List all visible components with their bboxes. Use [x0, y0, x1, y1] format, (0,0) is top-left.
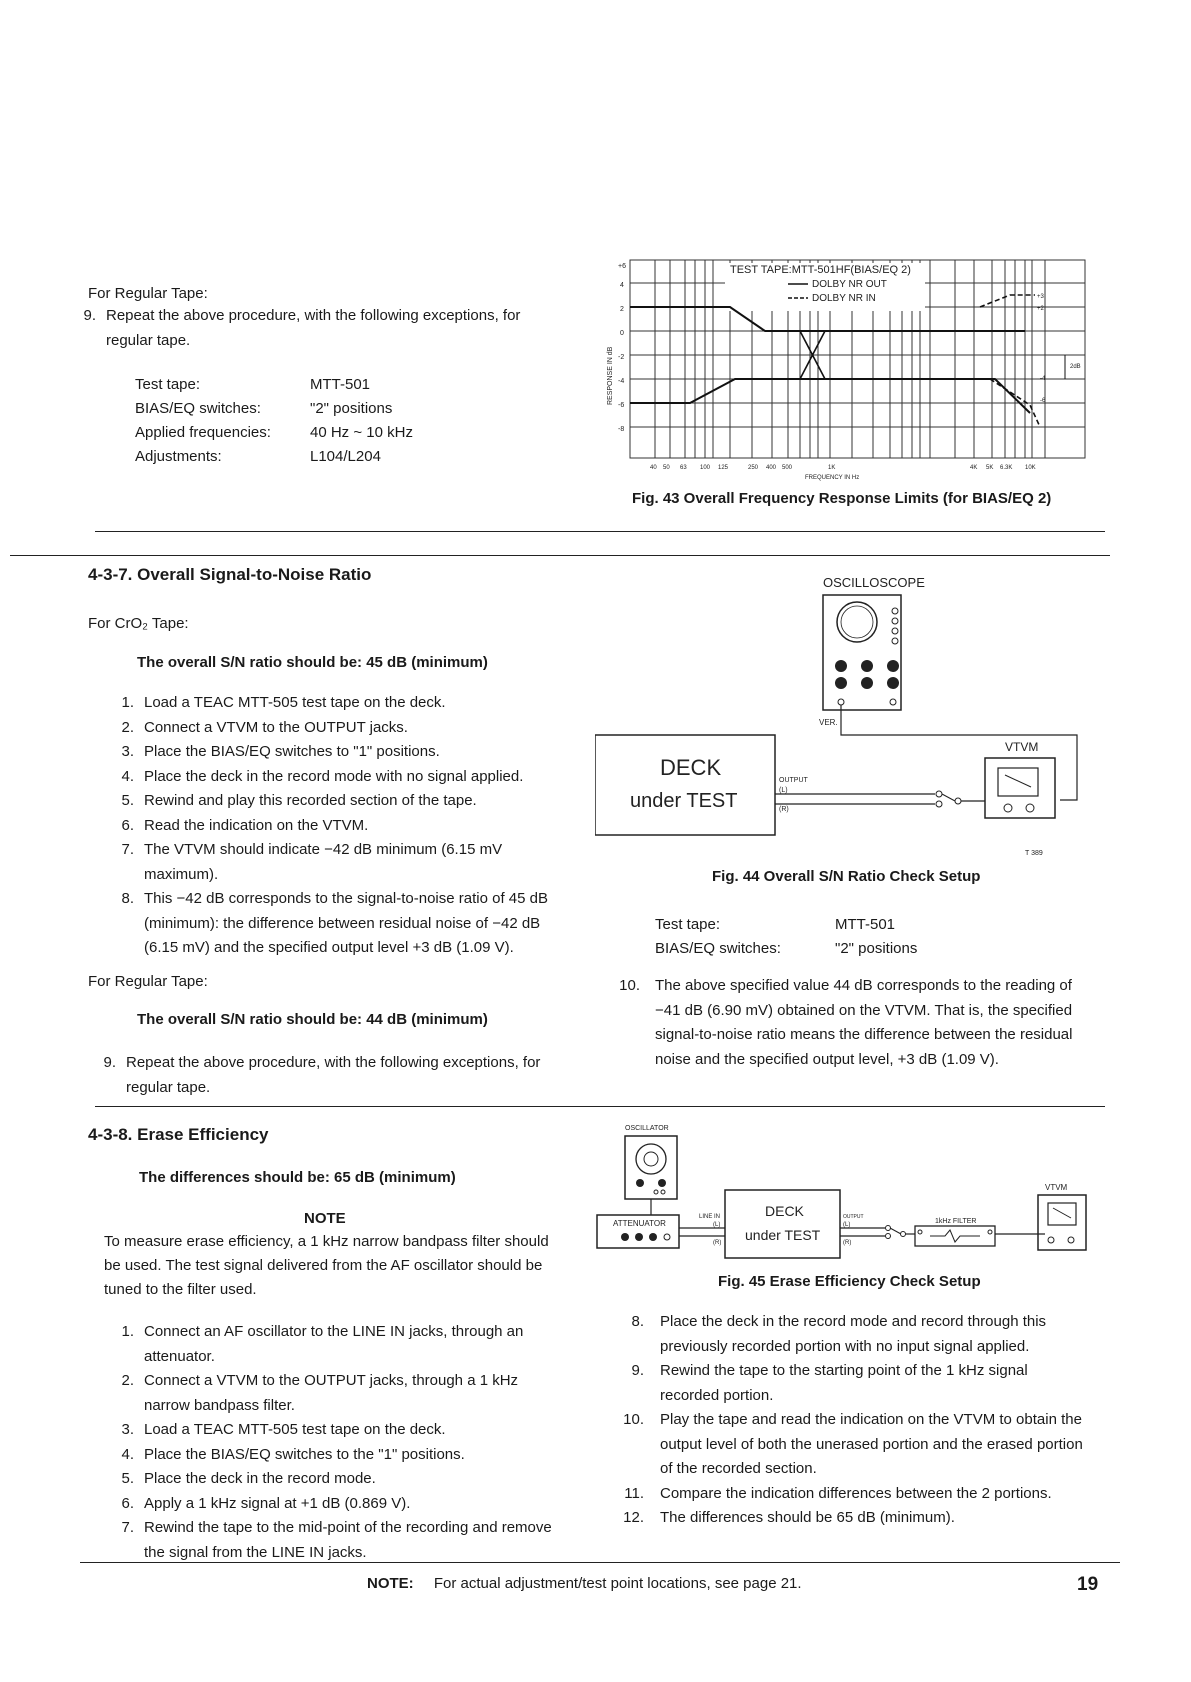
sn-regular-step — [78, 1051, 568, 1100]
spec-label: Test tape: — [135, 376, 201, 393]
note-title: NOTE — [304, 1210, 346, 1227]
x-tick: 6.3K — [1000, 465, 1013, 471]
list-item: 9. Repeat the above procedure, with the following exceptions, for regular tape. — [83, 307, 521, 349]
fig44-caption: Fig. 44 Overall S/N Ratio Check Setup — [712, 868, 981, 885]
list-item: 2. Connect a VTVM to the OUTPUT jacks. — [121, 718, 408, 736]
fig43-response-graph — [600, 255, 1100, 495]
list-item: 5. Place the deck in the record mode. — [121, 1470, 376, 1487]
list-item: 7. Rewind the tape to the mid-point of the recording and remove the signal from the LINE IN jacks. — [121, 1519, 552, 1561]
section-title-437: 4-3-7. Overall Signal-to-Noise Ratio — [88, 565, 372, 584]
list-item: 12. The differences should be 65 dB (minimum). — [623, 1509, 955, 1526]
line-in-l: (L) — [713, 1222, 721, 1228]
y-tick: 4 — [620, 282, 624, 289]
line-in-label: LINE IN — [699, 1214, 721, 1220]
spec-label: Test tape: — [655, 916, 721, 933]
y-tick: -4 — [618, 378, 625, 385]
scope-knob — [835, 677, 847, 689]
right-mark: -6 — [1040, 398, 1046, 404]
attenuator-label: ATTENUATOR — [613, 1219, 666, 1228]
spec-value: "2" positions — [310, 400, 393, 417]
output-l-label: (L) — [779, 787, 788, 794]
right-mark: 2dB — [1070, 364, 1081, 370]
section-divider — [95, 531, 1105, 532]
scope-knob — [861, 660, 873, 672]
list-item: 11. Compare the indication differences between the 2 portions. — [624, 1484, 1052, 1502]
x-tick: 400 — [766, 465, 777, 471]
fig45-caption: Fig. 45 Erase Efficiency Check Setup — [718, 1273, 981, 1290]
x-tick: 63 — [680, 465, 687, 471]
oscilloscope-box — [823, 595, 901, 710]
vtvm-meter — [1048, 1203, 1076, 1225]
legend-dolby-in: DOLBY NR IN — [812, 293, 876, 304]
legend-title: TEST TAPE:MTT-501HF(BIAS/EQ 2) — [730, 264, 911, 276]
footer-note-text: For actual adjustment/test point locations, see page 21. — [433, 1575, 802, 1592]
list-item: 5. Rewind and play this recorded section of the tape. — [121, 792, 477, 809]
list-item: 10. The above specified value 44 dB corresponds to the reading of −41 dB (6.90 mV) obtained on the VTVM. That is, the specified signal-to-noise ratio means the difference between the residual noise and the specified output level, +3 dB (1.09 V). — [619, 977, 1073, 1068]
deck-label: DECK — [765, 1203, 804, 1219]
y-tick: 2 — [620, 306, 624, 313]
list-item: 1. Connect an AF oscillator to the LINE IN jacks, through an attenuator. — [121, 1323, 524, 1365]
legend-dolby-out: DOLBY NR OUT — [812, 279, 887, 290]
x-tick: 4K — [970, 465, 978, 471]
list-item: 10. Play the tape and read the indication on the VTVM to obtain the output level of both the unerased portion and the erased portion of the recorded section. — [623, 1411, 1083, 1477]
erase-step-list — [96, 1320, 568, 1565]
oscillator-dial — [636, 1144, 666, 1174]
cro2-heading: For CrO₂ Tape: — [88, 615, 189, 632]
y-tick: -8 — [618, 426, 625, 433]
sn-step-10 — [600, 974, 1090, 1072]
y-tick: 0 — [620, 330, 624, 337]
section-divider — [95, 1106, 1105, 1107]
vtvm-meter — [998, 768, 1038, 796]
spec-label: BIAS/EQ switches: — [655, 940, 781, 957]
output-label: OUTPUT — [779, 777, 808, 784]
sn-step-list — [96, 691, 568, 961]
ver-label: VER. — [819, 718, 838, 727]
vtvm-box — [985, 758, 1055, 818]
x-tick: 100 — [700, 465, 711, 471]
figure-code: T 389 — [1025, 850, 1043, 855]
page-number: 19 — [1077, 1574, 1099, 1595]
erase-step-list-right — [600, 1310, 1090, 1531]
section-divider — [10, 555, 1110, 556]
list-item: 8. This −42 dB corresponds to the signal-to-noise ratio of 45 dB (minimum): the difference between residual noise of −42 dB (6.15 mV) and the specified output level +3 dB (1.09 V). — [121, 890, 548, 956]
output-r: (R) — [843, 1240, 852, 1246]
list-item: 4. Place the deck in the record mode with no signal applied. — [121, 767, 524, 785]
sn-spec-table — [655, 914, 917, 960]
erase-spec: The differences should be: 65 dB (minimum) — [139, 1169, 456, 1186]
spec-value: MTT-501 — [835, 916, 896, 933]
spec-value: 40 Hz ~ 10 kHz — [310, 424, 413, 441]
spec-value: MTT-501 — [310, 376, 371, 393]
scope-knob — [861, 677, 873, 689]
deck-box — [595, 735, 775, 835]
list-item: 3. Place the BIAS/EQ switches to "1" positions. — [121, 743, 440, 760]
list-item: 9. Rewind the tape to the starting point of the 1 kHz signal recorded portion. — [631, 1362, 1028, 1404]
right-mark: -4 — [1040, 376, 1046, 382]
top-step-list — [58, 304, 568, 353]
list-item: 8. Place the deck in the record mode and record through this previously recorded portion with no input signal applied. — [631, 1313, 1047, 1355]
footer-note — [367, 1575, 802, 1592]
vtvm-label: VTVM — [1045, 1183, 1068, 1192]
list-item: 2. Connect a VTVM to the OUTPUT jacks, through a 1 kHz narrow bandpass filter. — [121, 1372, 519, 1414]
x-tick: 125 — [718, 465, 729, 471]
x-tick: 40 — [650, 465, 657, 471]
list-item: 6. Apply a 1 kHz signal at +1 dB (0.869 V). — [121, 1494, 411, 1512]
deck-box — [725, 1190, 840, 1258]
x-tick: 5K — [986, 465, 994, 471]
oscillator-box — [625, 1136, 677, 1199]
footer-divider — [80, 1562, 1120, 1563]
x-tick: 250 — [748, 465, 759, 471]
x-tick: 1K — [828, 465, 836, 471]
spec-value: L104/L204 — [310, 448, 381, 465]
x-tick: 500 — [782, 465, 793, 471]
top-spec-table — [135, 374, 413, 468]
fig45-setup-diagram — [595, 1120, 1095, 1280]
sn-spec-45: The overall S/N ratio should be: 45 dB (minimum) — [137, 654, 488, 671]
section-title-438: 4-3-8. Erase Efficiency — [88, 1125, 269, 1144]
oscilloscope-label: OSCILLOSCOPE — [823, 575, 925, 590]
spec-value: "2" positions — [835, 940, 918, 957]
y-axis-label: RESPONSE IN dB — [607, 346, 614, 405]
list-item: 9. Repeat the above procedure, with the following exceptions, for regular tape. — [103, 1054, 541, 1096]
list-item: 1. Load a TEAC MTT-505 test tape on the deck. — [121, 694, 446, 711]
spec-label: Adjustments: — [135, 448, 222, 465]
vtvm-label: VTVM — [1005, 740, 1039, 754]
fig44-setup-diagram — [595, 575, 1095, 855]
scope-knob — [887, 677, 899, 689]
list-item: 3. Load a TEAC MTT-505 test tape on the deck. — [121, 1421, 446, 1438]
note-text: To measure erase efficiency, a 1 kHz narrow bandpass filter should be used. The test signal delivered from the AF oscillator should be tuned to the filter used. — [104, 1233, 549, 1298]
line-in-r: (R) — [713, 1240, 722, 1246]
y-tick: +6 — [618, 263, 626, 270]
under-test-label: under TEST — [630, 790, 738, 812]
output-r-label: (R) — [779, 806, 789, 813]
list-item: 6. Read the indication on the VTVM. — [121, 816, 369, 834]
x-axis-label: FREQUENCY IN Hz — [805, 475, 860, 481]
list-item: 7. The VTVM should indicate −42 dB minimum (6.15 mV maximum). — [121, 841, 503, 883]
x-tick: 50 — [663, 465, 670, 471]
output-l: (L) — [843, 1222, 851, 1228]
scope-knob — [835, 660, 847, 672]
list-item: 4. Place the BIAS/EQ switches to the "1" positions. — [121, 1445, 465, 1463]
x-tick: 10K — [1025, 465, 1036, 471]
filter-label: 1kHz FILTER — [935, 1218, 977, 1225]
under-test-label: under TEST — [745, 1227, 821, 1243]
scope-screen — [837, 602, 877, 642]
output-label: OUTPUT — [843, 1214, 864, 1220]
right-mark: +2 — [1037, 306, 1044, 312]
oscillator-label: OSCILLATOR — [625, 1125, 669, 1132]
right-mark: +3 — [1037, 294, 1044, 300]
footer-note-label: NOTE: — [367, 1575, 414, 1592]
spec-label: BIAS/EQ switches: — [135, 400, 261, 417]
dolby-in-upper-line — [980, 295, 1035, 307]
regular-tape-heading-2: For Regular Tape: — [88, 973, 208, 990]
regular-tape-heading: For Regular Tape: — [88, 285, 208, 302]
sn-spec-44: The overall S/N ratio should be: 44 dB (minimum) — [137, 1011, 488, 1028]
y-tick: -6 — [618, 402, 625, 409]
spec-label: Applied frequencies: — [135, 424, 271, 441]
deck-label: DECK — [660, 755, 722, 780]
filter-box — [915, 1226, 995, 1246]
fig43-caption: Fig. 43 Overall Frequency Response Limits (for BIAS/EQ 2) — [632, 490, 1052, 507]
y-tick: -2 — [618, 354, 625, 361]
scope-knob — [887, 660, 899, 672]
